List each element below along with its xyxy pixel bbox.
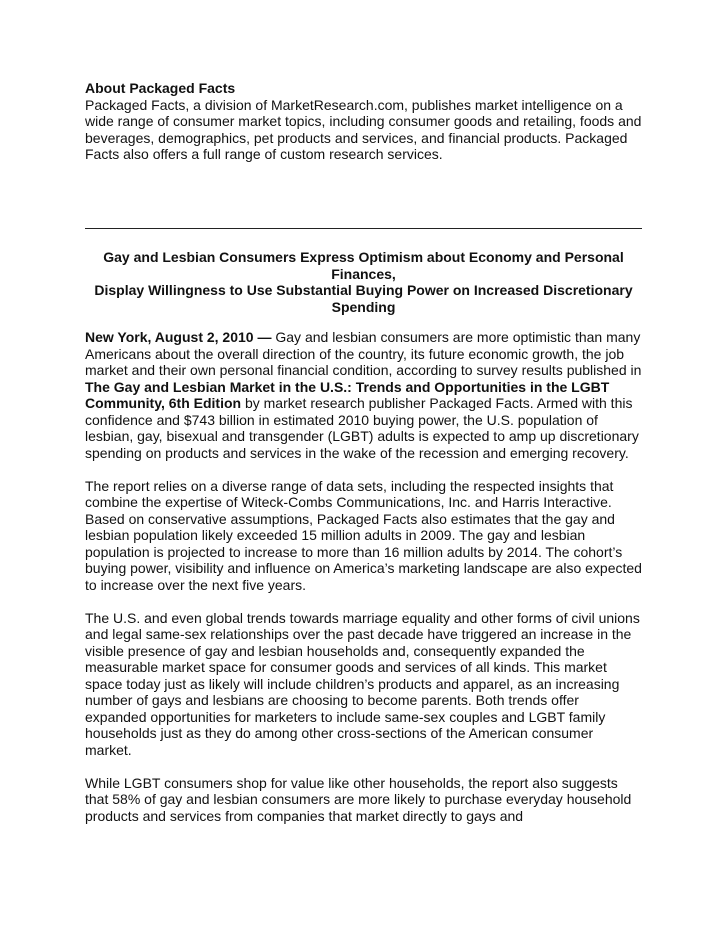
article-paragraph-1: [85, 329, 642, 461]
report-title: The Gay and Lesbian Market in the U.S.: Trends and Opportunities in the LGBT Community, 6th Edition: [85, 378, 610, 411]
article-paragraph-2: The report relies on a diverse range of data sets, including the respected insights that combine the expertise of Witeck-Combs Communications, Inc. and Harris Interactive. Based on conservative assumptions, Packaged Facts also estimates that the gay and lesbian population likely exceeded 15 million adults in 2009. The gay and lesbian population is projected to increase to more than 16 million adults by 2014. The cohort’s buying power, visibility and influence on America’s marketing landscape are also expected to increase over the next five years.: [85, 477, 642, 593]
dateline: New York, August 2, 2010 —: [85, 329, 272, 345]
article-body: [85, 329, 642, 841]
paragraph-1-text-b: by market research publisher Packaged Facts. Armed with this confidence and $743 billion in estimated 2010 buying power, the U.S. population of lesbian, gay, bisexual and transgender (LGBT) adults is expected to amp up discretionary spending on products and services in the wake of the recession and emerging recovery.: [85, 395, 639, 461]
about-body: Packaged Facts, a division of MarketResearch.com, publishes market intelligence on a wide range of consumer market topics, including consumer goods and retailing, foods and beverages, demographics, pet products and services, and financial products. Packaged Facts also offers a full range of custom research services.: [85, 96, 642, 162]
article-paragraph-4: While LGBT consumers shop for value like other households, the report also suggests that 58% of gay and lesbian consumers are more likely to purchase everyday household products and services from companies that market directly to gays and: [85, 774, 632, 824]
article-paragraph-3: The U.S. and even global trends towards marriage equality and other forms of civil unions and legal same-sex relationships over the past decade have triggered an increase in the visible presence of gay and lesbian households and, consequently expanded the measurable market space for consumer goods and services of all kinds. This market space today just as likely will include children’s products and apparel, as an increasing number of gays and lesbians are choosing to become parents. Both trends offer expanded opportunities for marketers to include same-sex couples and LGBT family households just as they do among other cross-sections of the American consumer market.: [85, 609, 640, 758]
about-heading: About Packaged Facts: [85, 80, 236, 96]
headline-line-2: Display Willingness to Use Substantial Buying Power on Increased Discretionary Spending: [94, 282, 633, 315]
section-divider: [85, 228, 642, 229]
press-release-headline: [85, 249, 642, 315]
headline-line-1: Gay and Lesbian Consumers Express Optimism about Economy and Personal Finances,: [103, 249, 624, 282]
about-section: [85, 80, 645, 163]
paragraph-1-text-a: Gay and lesbian consumers are more optimistic than many Americans about the overall direction of the country, its future economic growth, the job market and their own personal financial condition, according to survey results published in: [85, 329, 642, 378]
document-page: [85, 80, 645, 824]
